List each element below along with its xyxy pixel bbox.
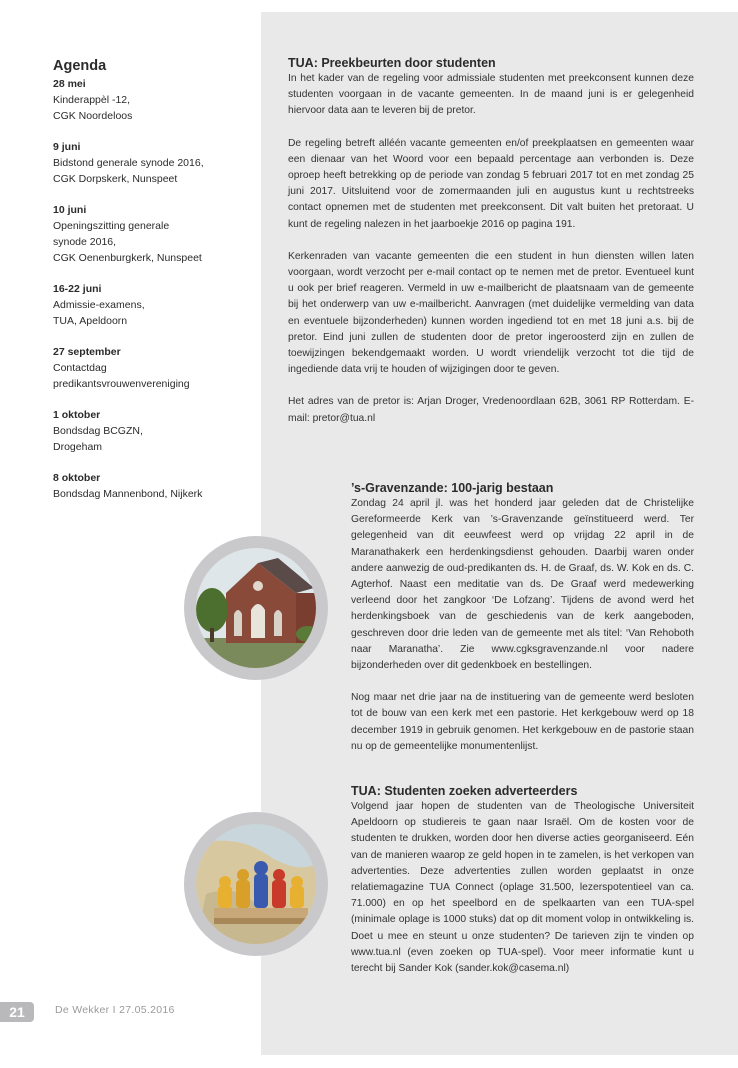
agenda-line: Kinderappèl -12, [53,94,131,106]
agenda-date: 1 oktober [53,409,101,421]
agenda-date: 9 juni [53,141,81,153]
agenda-line: TUA, Apeldoorn [53,315,128,327]
agenda-line: Admissie-examens, [53,299,145,311]
agenda-item [53,470,253,502]
article-paragraph: De regeling betreft alléén vacante gemeenten en/of preekplaatsen en gemeenten waar een dienaar van het Woord voor een bepaald percentage aan verbonden is. Deze oproep heeft betrekking op de periode van zondag 5 februari 2017 tot en met zondag 25 juni 2017. Uitsluitend voor de zomermaanden juli en augustus kunt u rechtstreeks contact opnemen met de studenten met preekconsent. Dit valt buiten het pretoraat. U kunt de regeling nalezen in het jaarboekje 2016 op pagina 191. [288,137,694,230]
agenda-line: predikantsvrouwenvereniging [53,378,190,390]
agenda-line: Contactdag [53,362,107,374]
game-photo [196,824,316,944]
agenda-line: CGK Noordeloos [53,110,133,122]
article-title: TUA: Preekbeurten door studenten [288,56,496,70]
church-photo [196,548,316,668]
article-preekbeurten [288,55,694,443]
agenda-sidebar [53,58,253,517]
agenda-date: 27 september [53,346,121,358]
game-photo-circle [184,812,328,956]
agenda-item [53,281,253,329]
agenda-line: CGK Oenenburgkerk, Nunspeet [53,252,202,264]
agenda-item [53,407,253,455]
footer-publication: De Wekker I 27.05.2016 [55,1004,175,1016]
agenda-line: Bondsdag BCGZN, [53,425,143,437]
article-paragraph: Het adres van de pretor is: Arjan Droger, Vredenoordlaan 62B, 3061 RP Rotterdam. E-mail: pretor@tua.nl [288,396,694,424]
agenda-date: 28 mei [53,78,86,90]
article-paragraph: Nog maar net drie jaar na de instituering van de gemeente werd besloten tot de bouw van een kerk met een pastorie. Het kerkgebouw werd op 18 december 1919 in gebruik genomen. Het kerkgebouw en de pastorie staan nu op de gemeentelijke monumentenlijst. [351,692,694,752]
agenda-title: Agenda [53,58,107,74]
agenda-item [53,139,253,187]
article-title: TUA: Studenten zoeken adverteerders [351,784,578,798]
article-paragraph: Kerkenraden van vacante gemeenten die een student in hun diensten willen laten voorgaan, wordt verzocht per e-mail contact op te nemen met de pretor. Eventueel kunt u ook per brief reageren. Vermeld in uw e-mailbericht de plaatsnaam van de gemeente bij het onderwerp van uw e-mailbericht. Aanvragen (met duidelijke vermelding van data en eventuele bijzonderheden) kunnen worden ingediend tot en met 18 juni a.s. bij de pretor. Eind juni zullen de studenten door de pretor ingeroosterd zijn en zullen de toewijzingen bekendgemaakt worden. U wordt vriendelijk verzocht tot die tijd de ingediende data vrij te houden of wijzigingen door te geven. [288,250,694,376]
agenda-date: 16-22 juni [53,283,102,295]
page-number: 21 [0,1002,34,1022]
agenda-item [53,344,253,392]
agenda-line: Bidstond generale synode 2016, [53,157,204,169]
agenda-line: Bondsdag Mannenbond, Nijkerk [53,488,203,500]
church-photo-circle [184,536,328,680]
agenda-line: Openingszitting generale [53,220,170,232]
agenda-item [53,76,253,124]
agenda-line: synode 2016, [53,236,117,248]
agenda-date: 8 oktober [53,472,101,484]
article-paragraph: Zondag 24 april jl. was het honderd jaar geleden dat de Christelijke Gereformeerde Kerk van ’s-Gravenzande geïnstitueerd werd. Ter gelegenheid van dit eeuwfeest werd op vrijdag 22 april in de Maranathakerk een herdenkingsdienst gehouden. Daarbij waren onder andere aanwezig de oud-predikanten ds. H. de Graaf, ds. W. Kok en ds. C. Agterhof. Naast een meditatie van ds. De Graaf werd medewerking verleend door het zangkoor ‘De Lofzang’. Tijdens de avond werd het herdenkingsboek van de geschiedenis van de kerk aangeboden, geschreven door drie leden van de gemeente met als titel: ‘Van Rehoboth naar Maranatha’. Zie www.cgksgravenzande.nl voor nadere bijzonderheden over dit gedenkboek en bestellingen. [351,498,694,672]
agenda-date: 10 juni [53,204,87,216]
article-paragraph: Volgend jaar hopen de studenten van de Theologische Universiteit Apeldoorn op studiereis te gaan naar Israël. Om de kosten voor de studenten te drukken, worden door hen diverse acties georganiseerd. Eén van de manieren waarop ze geld hopen in te zamelen, is het verkopen van advertenties. Deze advertenties zullen worden geplaatst in onze relatiemagazine TUA Connect (oplage 31.500, lezerspotentieel van ca. 71.000) en op het speelbord en de spelkaarten van een TUA-spel (minimale oplage is 1000 stuks) dat op dit moment volop in ontwikkeling is. Doet u mee en steunt u onze studenten? De tarieven zijn te vinden op www.tua.nl (even zoeken op TUA-spel). Voor meer informatie kunt u terecht bij Sander Kok (sander.kok@casema.nl) [351,801,694,975]
article-title: ’s-Gravenzande: 100-jarig bestaan [351,481,554,495]
article-gravenzande [351,480,694,771]
agenda-item [53,202,253,266]
article-paragraph: In het kader van de regeling voor admissiale studenten met preekconsent kunnen deze studenten voorgaan in de vacante gemeenten. In de maand juni is er gelegenheid hiervoor data aan te leveren bij de pretor. [288,73,694,117]
agenda-line: CGK Dorpskerk, Nunspeet [53,173,178,185]
article-adverteerders [351,783,694,993]
agenda-line: Drogeham [53,441,103,453]
